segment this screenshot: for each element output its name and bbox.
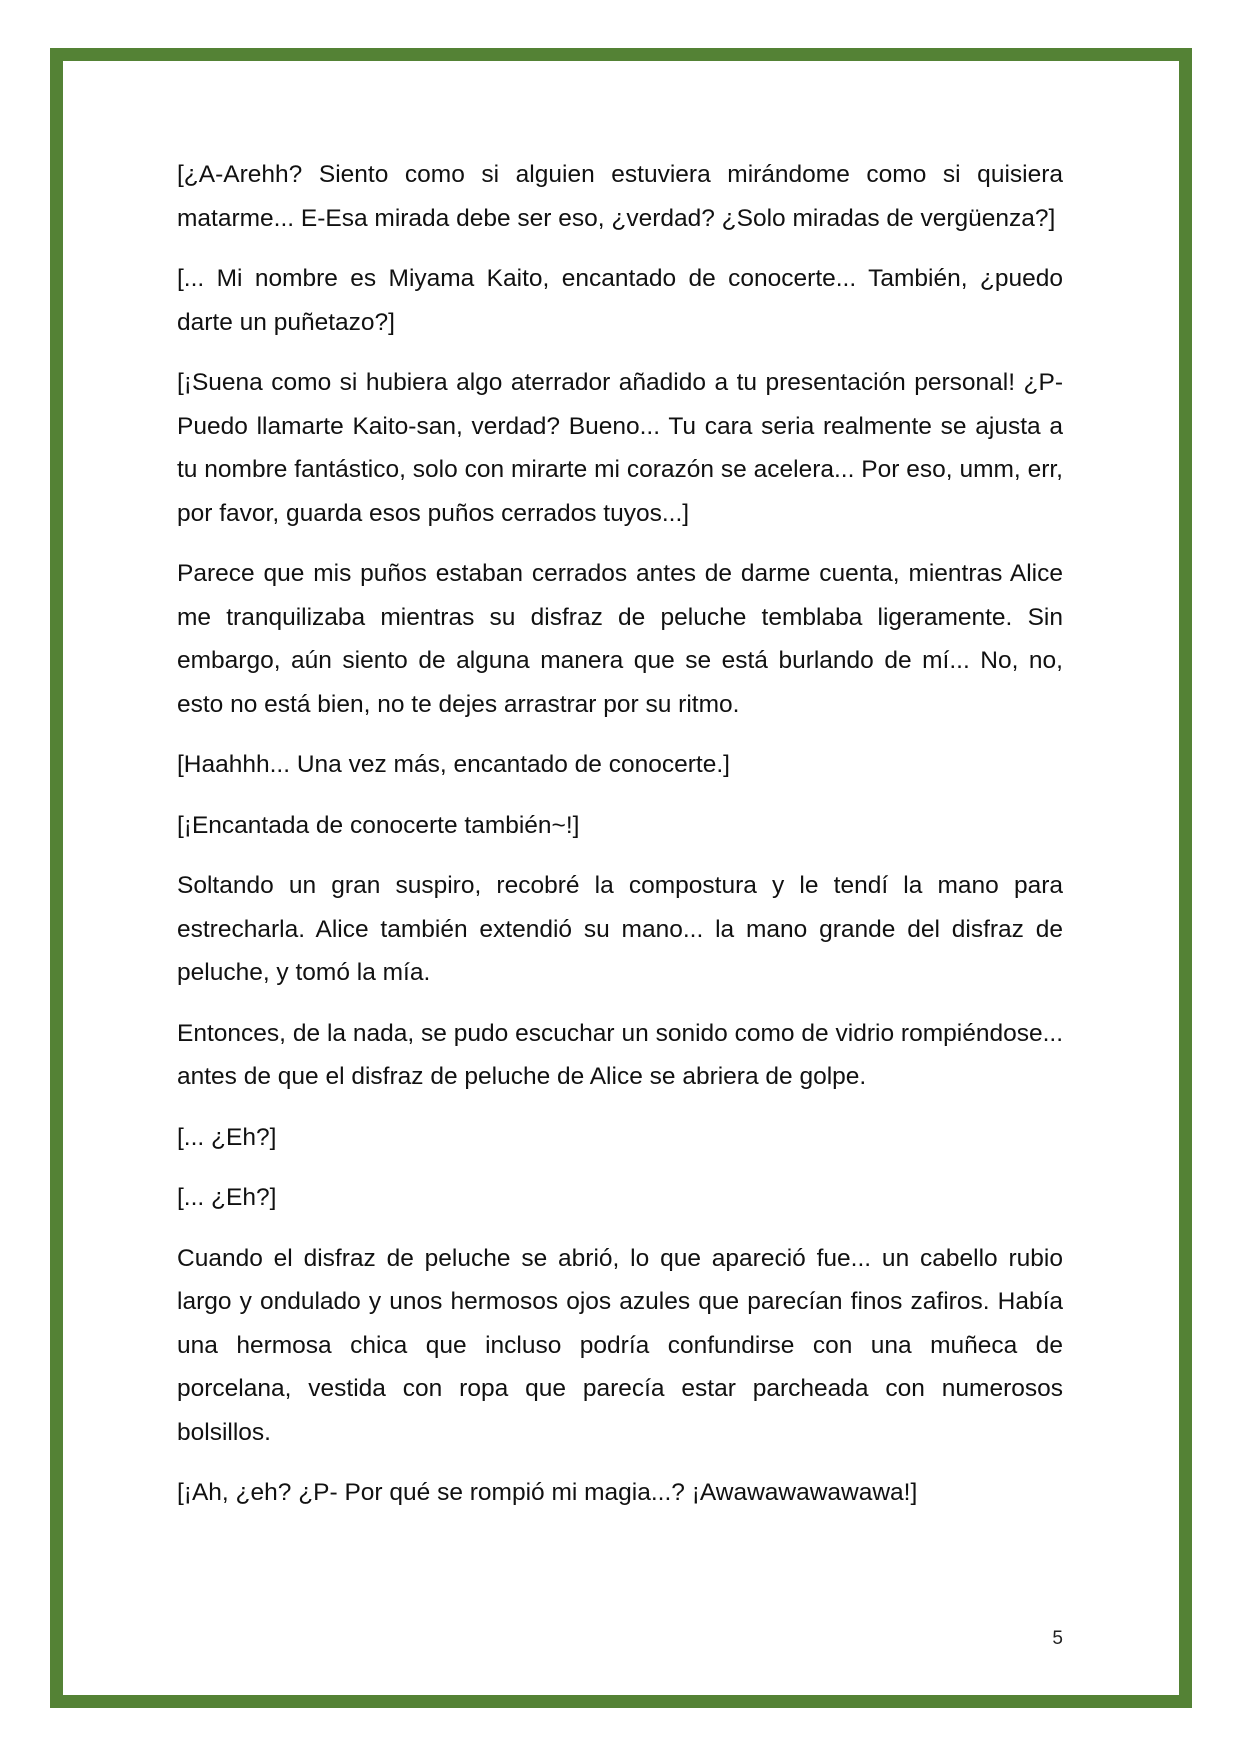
paragraph: [¡Suena como si hubiera algo aterrador añadido a tu presentación personal! ¿P-Puedo llamarte Kaito-san, verdad? Bueno... Tu cara seria realmente se ajusta a tu nombre fantástico, solo con mirarte mi corazón se acelera... Por eso, umm, err, por favor, guarda esos puños cerrados tuyos...] (177, 369, 1063, 527)
paragraph: [... Mi nombre es Miyama Kaito, encantado de conocerte... También, ¿puedo darte un puñetazo?] (177, 265, 1063, 336)
paragraph: Soltando un gran suspiro, recobré la compostura y le tendí la mano para estrecharla. Alice también extendió su mano... la mano grande del disfraz de peluche, y tomó la mía. (177, 872, 1063, 986)
paragraph: [... ¿Eh?] (177, 1184, 277, 1211)
page-number: 5 (1052, 1628, 1063, 1649)
document-body (177, 153, 1063, 1532)
paragraph: [... ¿Eh?] (177, 1123, 277, 1151)
paragraph: [Haahhh... Una vez más, encantado de conocerte.] (177, 751, 730, 778)
paragraph: [¡Ah, ¿eh? ¿P- Por qué se rompió mi magia...? ¡Awawawawawawa!] (177, 1479, 918, 1506)
paragraph: [¡Encantada de conocerte también~!] (177, 811, 580, 839)
paragraph: Parece que mis puños estaban cerrados antes de darme cuenta, mientras Alice me tranquilizaba mientras su disfraz de peluche temblaba ligeramente. Sin embargo, aún siento de alguna manera que se está burlando de mí... No, no, esto no está bien, no te dejes arrastrar por su ritmo. (177, 560, 1063, 718)
paragraph: Entonces, de la nada, se pudo escuchar un sonido como de vidrio rompiéndose... antes de que el disfraz de peluche de Alice se abriera de golpe. (177, 1019, 1063, 1090)
paragraph: Cuando el disfraz de peluche se abrió, lo que apareció fue... un cabello rubio largo y ondulado y unos hermosos ojos azules que parecían finos zafiros. Había una hermosa chica que incluso podría confundirse con una muñeca de porcelana, vestida con ropa que parecía estar parcheada con numerosos bolsillos. (177, 1244, 1063, 1446)
paragraph: [¿A-Arehh? Siento como si alguien estuviera mirándome como si quisiera matarme... E-Esa mirada debe ser eso, ¿verdad? ¿Solo miradas de vergüenza?] (177, 161, 1063, 232)
